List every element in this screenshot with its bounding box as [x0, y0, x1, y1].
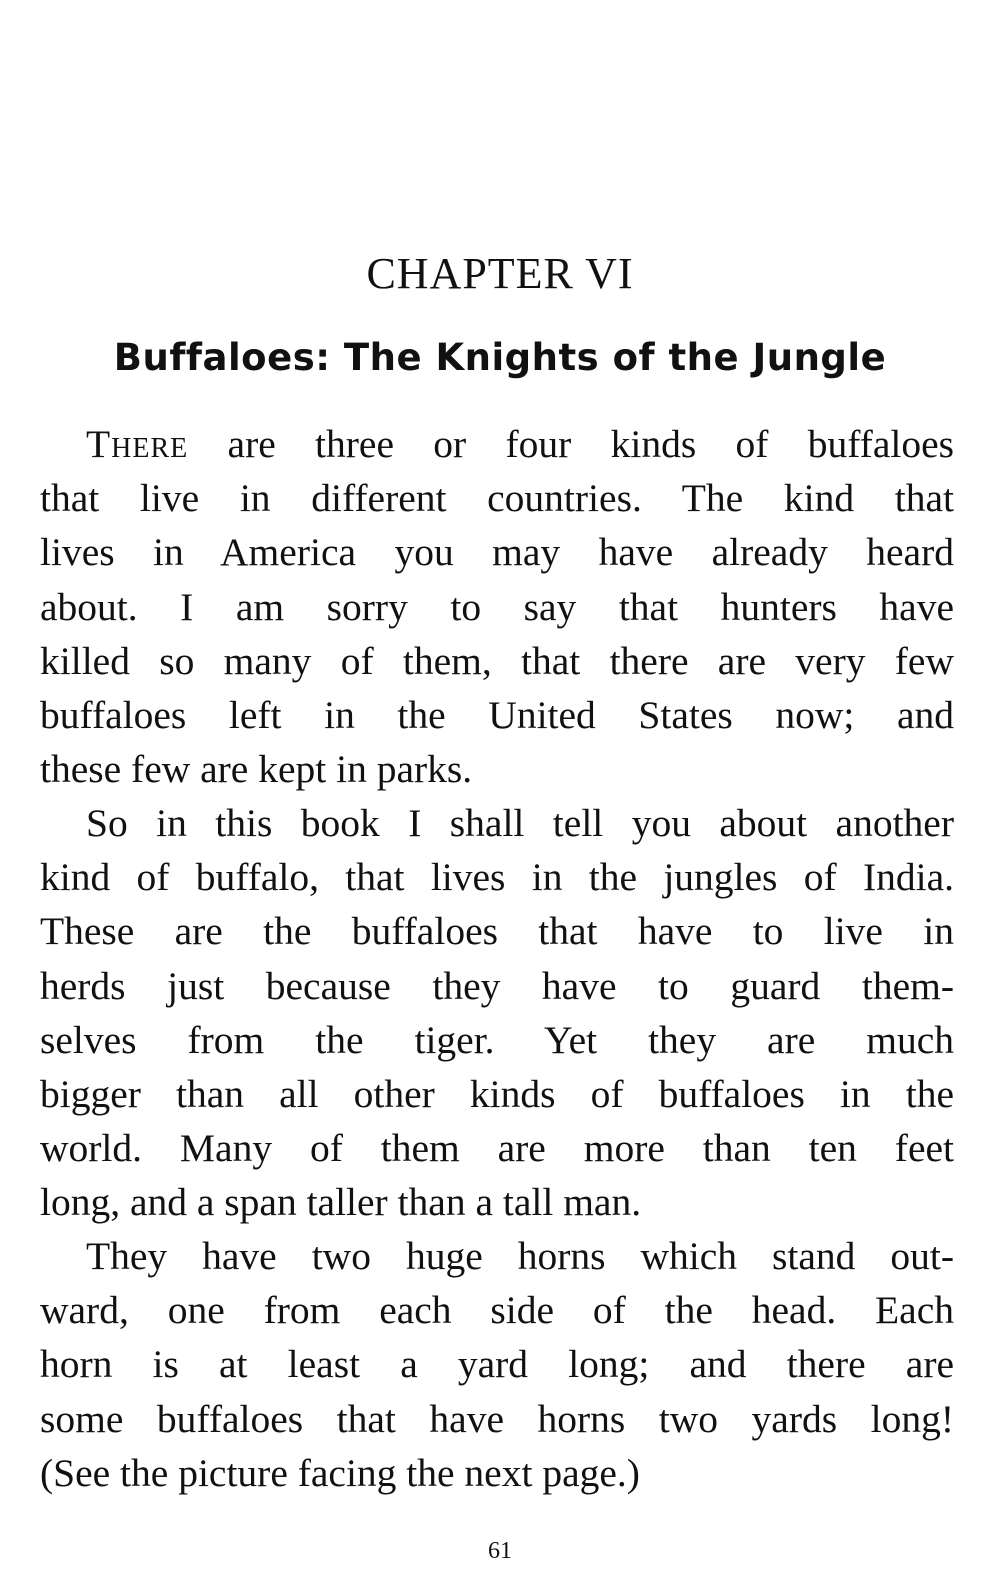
text-line: kind of buffalo, that lives in the jungles of India. [40, 855, 954, 900]
paragraph-3 [40, 1229, 954, 1500]
text-line [40, 417, 954, 471]
text-line: (See the picture facing the next page.) [40, 1450, 640, 1495]
text-line: So in this book I shall tell you about another [86, 801, 954, 845]
lead-word: There [86, 422, 189, 466]
text-line: these few are kept in parks. [40, 747, 473, 792]
text-line: lives in America you may have already heard [40, 530, 954, 575]
page-number: 61 [488, 1538, 512, 1564]
paragraph-2 [40, 796, 954, 1230]
text-line: buffaloes left in the United States now; and [40, 692, 954, 737]
text-line: ward, one from each side of the head. Each [40, 1288, 954, 1333]
text-line: killed so many of them, that there are very few [40, 638, 954, 683]
text-line: long, and a span taller than a tall man. [40, 1180, 642, 1225]
text-line: about. I am sorry to say that hunters have [40, 584, 954, 629]
text-line: horn is at least a yard long; and there are [40, 1342, 954, 1387]
text-line: that live in different countries. The kind that [40, 476, 954, 521]
text-line: bigger than all other kinds of buffaloes in the [40, 1071, 954, 1116]
text-line: They have two huge horns which stand out- [86, 1234, 954, 1278]
text-line: selves from the tiger. Yet they are much [40, 1017, 954, 1062]
chapter-title: Buffaloes: The Knights of the Jungle [113, 336, 887, 379]
text-line: These are the buffaloes that have to live in [40, 909, 954, 954]
paragraph-1 [40, 417, 954, 796]
text-line: some buffaloes that have horns two yards long! [40, 1396, 954, 1441]
text-line: herds just because they have to guard them- [40, 963, 954, 1008]
chapter-heading: CHAPTER VI [366, 249, 634, 298]
line-text: are three or four kinds of buffaloes [188, 422, 954, 466]
text-line: world. Many of them are more than ten feet [40, 1126, 954, 1171]
